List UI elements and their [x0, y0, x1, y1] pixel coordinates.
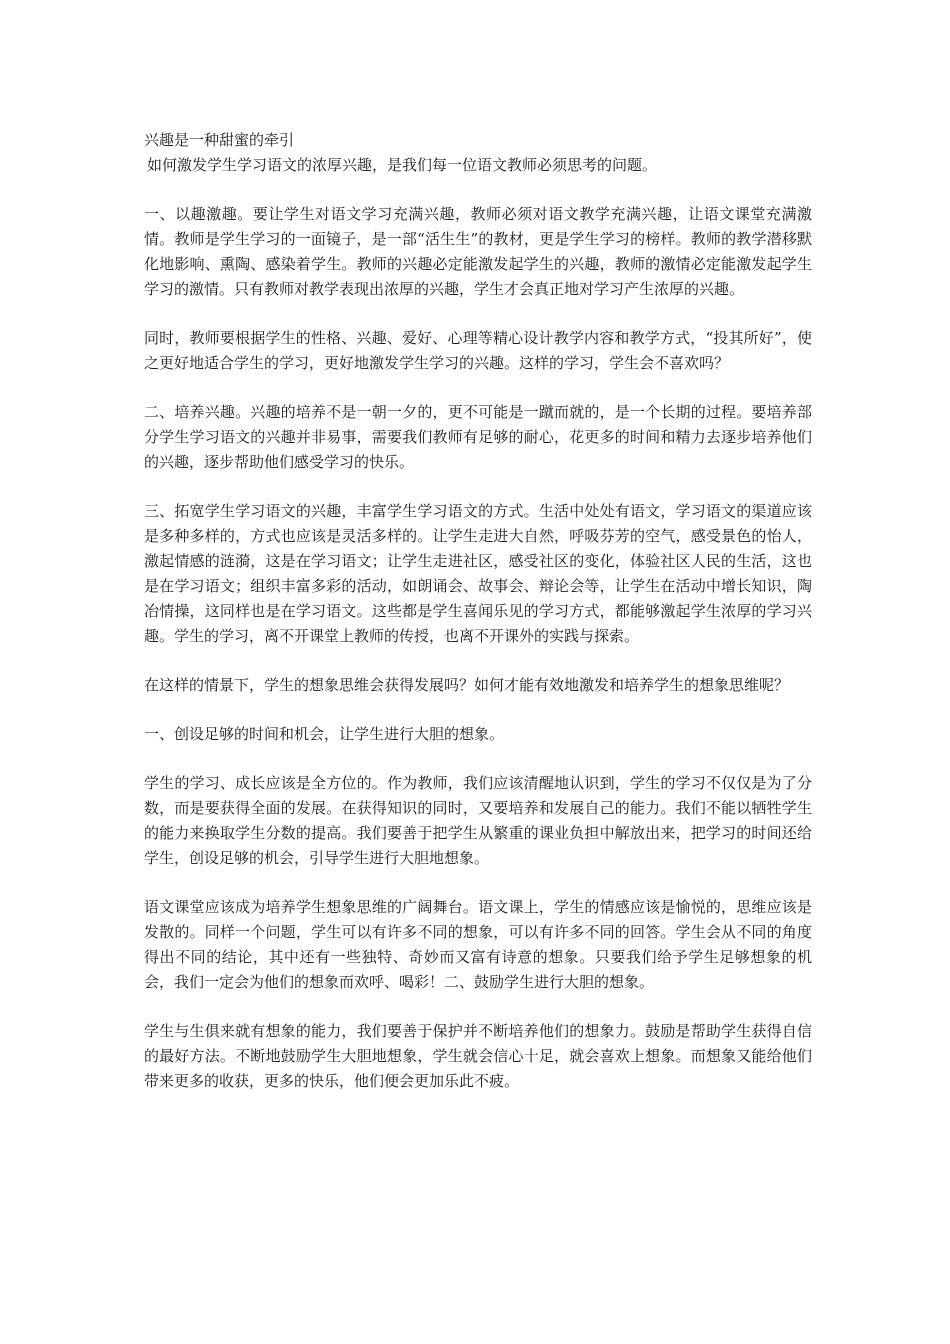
- paragraph-3: 二、培养兴趣。兴趣的培养不是一朝一夕的，更不可能是一蹴而就的，是一个长期的过程。要培养部分学生学习语文的兴趣并非易事，需要我们教师有足够的耐心，花更多的时间和精力去逐步培养他们的兴趣，逐步帮助他们感受学习的快乐。: [144, 403, 812, 471]
- paragraph-9: 学生与生俱来就有想象的能力，我们要善于保护并不断培养他们的想象力。鼓励是帮助学生获得自信的最好方法。不断地鼓励学生大胆地想象，学生就会信心十足，就会喜欢上想象。而想象又能给他们带来更多的收获，更多的快乐，他们便会更加乐此不疲。: [144, 1022, 812, 1090]
- paragraph-4: 三、拓宽学生学习语文的兴趣，丰富学生学习语文的方式。生活中处处有语文，学习语文的渠道应该是多种多样的，方式也应该是灵活多样的。让学生走进大自然，呼吸芬芳的空气，感受景色的怡人，激起情感的涟漪，这是在学习语文；让学生走进社区，感受社区的变化，体验社区人民的生活，这也是在学习语文；组织丰富多彩的活动，如朗诵会、故事会、辩论会等，让学生在活动中增长知识，陶冶情操，这同样也是在学习语文。这些都是学生喜闻乐见的学习方式，都能够激起学生浓厚的学习兴趣。学生的学习，离不开课堂上教师的传授，也离不开课外的实践与探索。: [144, 502, 812, 645]
- document-page: [144, 128, 812, 1118]
- paragraph-8: 语文课堂应该成为培养学生想象思维的广阔舞台。语文课上，学生的情感应该是愉悦的，思维应该是发散的。同样一个问题，学生可以有许多不同的想象，可以有许多不同的回答。学生会从不同的角度得出不同的结论，其中还有一些独特、奇妙而又富有诗意的想象。只要我们给予学生足够想象的机会，我们一定会为他们的想象而欢呼、喝彩！二、鼓励学生进行大胆的想象。: [144, 898, 812, 991]
- paragraph-7: 学生的学习、成长应该是全方位的。作为教师，我们应该清醒地认识到，学生的学习不仅仅是为了分数，而是要获得全面的发展。在获得知识的同时，又要培养和发展自己的能力。我们不能以牺牲学生的能力来换取学生分数的提高。我们要善于把学生从繁重的课业负担中解放出来，把学习的时间还给学生，创设足够的机会，引导学生进行大胆地想象。: [144, 774, 812, 867]
- paragraph-6: 一、创设足够的时间和机会，让学生进行大胆的想象。: [144, 725, 505, 743]
- paragraph-1: 一、以趣激趣。要让学生对语文学习充满兴趣，教师必须对语文教学充满兴趣，让语文课堂充满激情。教师是学生学习的一面镜子，是一部“活生生”的教材，更是学生学习的榜样。教师的教学潜移默化地影响、熏陶、感染着学生。教师的兴趣必定能激发起学生的兴趣，教师的激情必定能激发起学生学习的激情。只有教师对教学表现出浓厚的兴趣，学生才会真正地对学习产生浓厚的兴趣。: [144, 205, 812, 298]
- paragraph-5: 在这样的情景下，学生的想象思维会获得发展吗？如何才能有效地激发和培养学生的想象思维呢？: [144, 676, 790, 694]
- document-title: 兴趣是一种甜蜜的牵引: [144, 131, 295, 149]
- paragraph-2: 同时，教师要根据学生的性格、兴趣、爱好、心理等精心设计教学内容和教学方式，“投其所好”，使之更好地适合学生的学习，更好地激发学生学习的兴趣。这样的学习，学生会不喜欢吗？: [144, 329, 812, 372]
- document-intro: 如何激发学生学习语文的浓厚兴趣，是我们每一位语文教师必须思考的问题。: [147, 156, 658, 174]
